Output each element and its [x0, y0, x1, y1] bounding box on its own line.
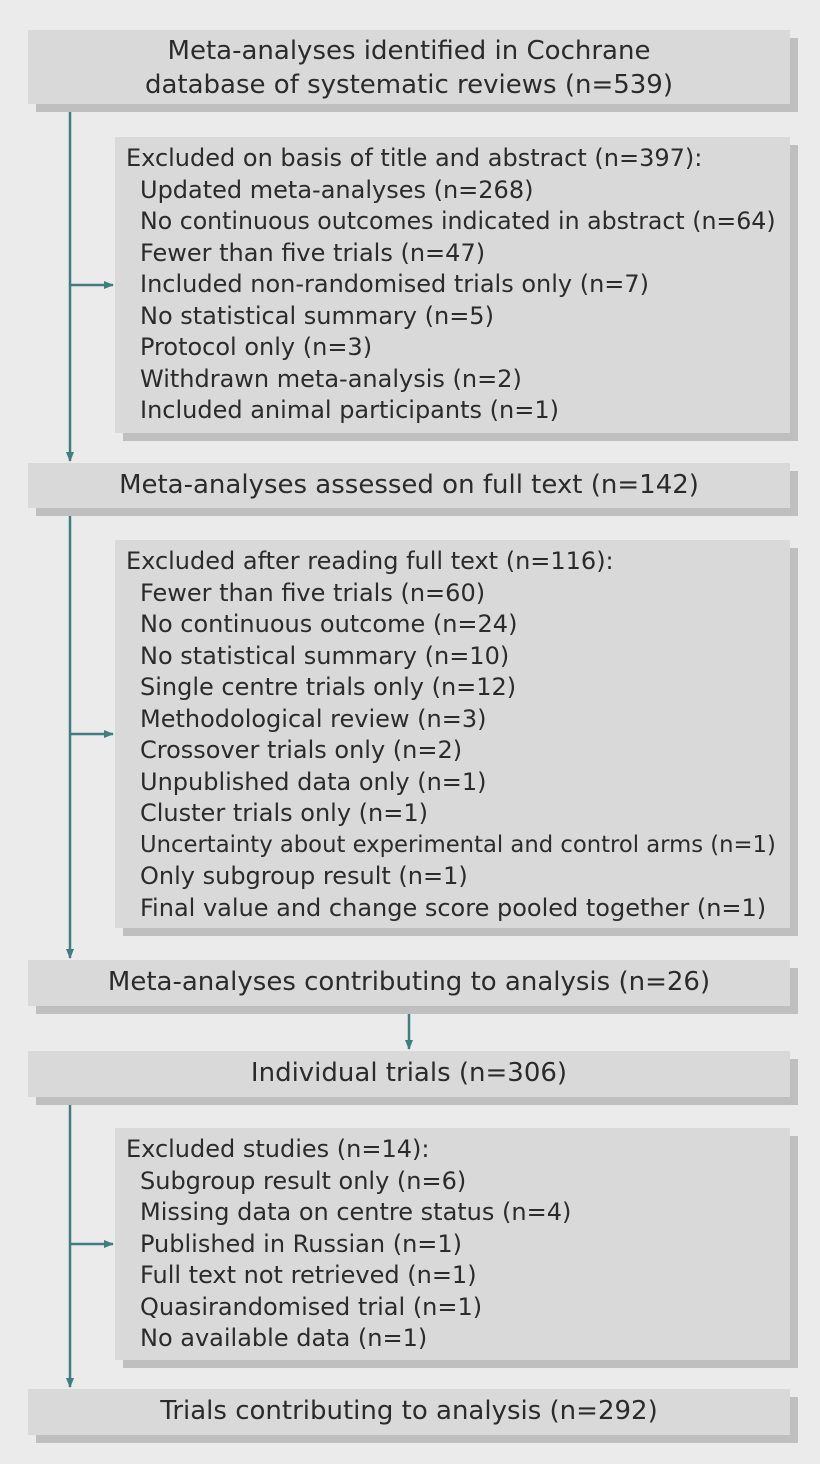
- box-trials-contributing: [28, 1389, 790, 1435]
- excluded-fulltext-list: [126, 578, 790, 925]
- box-excluded-title-abstract: [115, 137, 790, 433]
- excluded-studies-list: [126, 1166, 790, 1355]
- assessed-label: Meta-analyses assessed on full text (n=142): [119, 470, 699, 500]
- identified-line-1: Meta-analyses identified in Cochrane: [167, 36, 651, 66]
- list-item: Withdrawn meta-analysis (n=2): [140, 364, 522, 393]
- list-item: Single centre trials only (n=12): [140, 673, 517, 701]
- list-item: No statistical summary (n=10): [140, 641, 510, 670]
- box-assessed-full-text: [28, 463, 790, 508]
- list-item: Fewer than five trials (n=60): [140, 578, 486, 607]
- individual-trials-label: Individual trials (n=306): [250, 1058, 568, 1088]
- list-item: No continuous outcome (n=24): [140, 610, 518, 638]
- excluded-title-heading: Excluded on basis of title and abstract (n=397):: [126, 144, 703, 172]
- contributing-meta-label: Meta-analyses contributing to analysis (n=26): [107, 967, 711, 997]
- list-item: Uncertainty about experimental and control arms (n=1): [140, 831, 776, 858]
- identified-line-2: database of systematic reviews (n=539): [144, 70, 673, 100]
- list-item: Included non-randomised trials only (n=7): [140, 270, 650, 298]
- list-item: Full text not retrieved (n=1): [140, 1261, 477, 1289]
- list-item: Missing data on centre status (n=4): [140, 1198, 572, 1226]
- box-meta-analyses-contributing: [28, 960, 790, 1006]
- list-item: Protocol only (n=3): [140, 333, 373, 361]
- list-item: Crossover trials only (n=2): [140, 736, 463, 764]
- trials-contributing-label: Trials contributing to analysis (n=292): [160, 1396, 658, 1426]
- box-meta-analyses-identified: [28, 30, 790, 104]
- list-item: No available data (n=1): [140, 1324, 428, 1352]
- list-item: Fewer than five trials (n=47): [140, 238, 486, 267]
- excluded-title-list: [126, 175, 790, 427]
- list-item: Quasirandomised trial (n=1): [140, 1292, 483, 1321]
- list-item: Subgroup result only (n=6): [140, 1166, 467, 1195]
- box-individual-trials: [28, 1051, 790, 1097]
- box-excluded-studies: [115, 1128, 790, 1360]
- excluded-fulltext-heading: Excluded after reading full text (n=116):: [126, 547, 614, 575]
- list-item: Published in Russian (n=1): [140, 1229, 463, 1258]
- list-item: Included animal participants (n=1): [140, 396, 559, 424]
- list-item: Updated meta-analyses (n=268): [140, 175, 534, 204]
- list-item: Only subgroup result (n=1): [140, 862, 468, 890]
- excluded-studies-heading: Excluded studies (n=14):: [126, 1135, 430, 1163]
- list-item: No continuous outcomes indicated in abstract (n=64): [140, 207, 776, 235]
- list-item: Cluster trials only (n=1): [140, 799, 428, 827]
- list-item: No statistical summary (n=5): [140, 301, 494, 330]
- list-item: Methodological review (n=3): [140, 704, 487, 733]
- box-excluded-full-text: [115, 540, 790, 928]
- list-item: Unpublished data only (n=1): [140, 767, 487, 796]
- list-item: Final value and change score pooled together (n=1): [140, 893, 767, 922]
